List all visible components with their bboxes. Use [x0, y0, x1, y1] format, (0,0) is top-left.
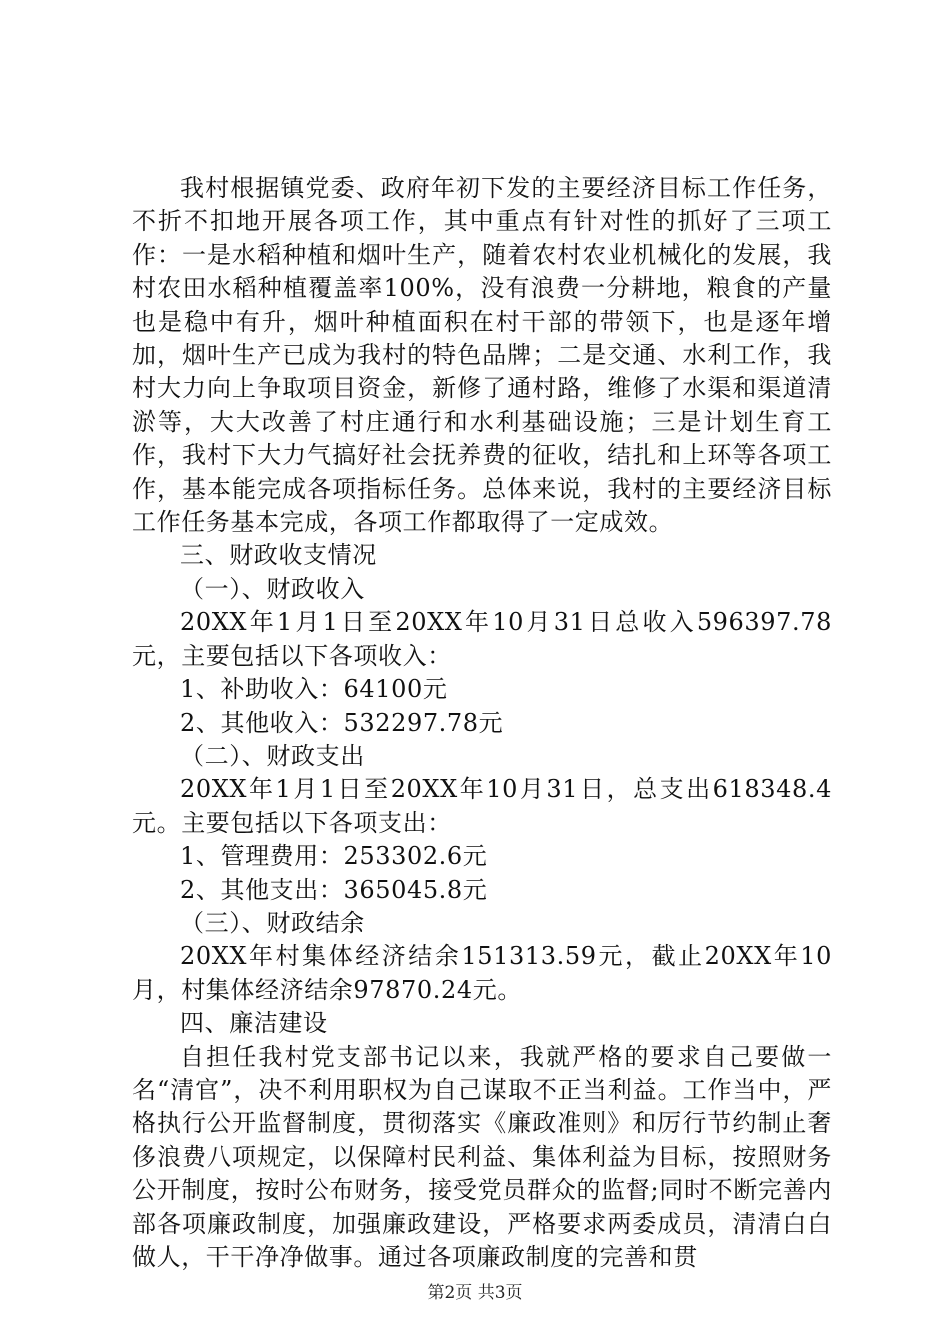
paragraph-balance: 20XX年村集体经济结余151313.59元，截止20XX年10月，村集体经济结余97870.24元。 [132, 942, 832, 1004]
document-body [132, 172, 832, 1274]
list-item-income-subsidy: 1、补助收入：64100元 [180, 675, 448, 704]
page-number-footer: 第2页 共3页 [427, 1283, 523, 1303]
section-heading-integrity: 四、廉洁建设 [180, 1009, 328, 1038]
paragraph-integrity: 自担任我村党支部书记以来，我就严格的要求自己要做一名“清官”，决不利用职权为自己谋取不正当利益。工作当中，严格执行公开监督制度，贯彻落实《廉政准则》和厉行节约制止奢侈浪费八项规定，以保障村民利益、集体利益为目标，按照财务公开制度，按时公布财务，接受党员群众的监督;同时不断完善内部各项廉政制度，加强廉政建设，严格要求两委成员，清清白白做人，干干净净做事。通过各项廉政制度的完善和贯 [132, 1042, 832, 1271]
list-item-expense-management: 1、管理费用：253302.6元 [180, 842, 488, 871]
paragraph-expense-total: 20XX年1月1日至20XX年10月31日，总支出618348.4元。主要包括以下各项支出： [132, 775, 832, 837]
paragraph-income-total: 20XX年1月1日至20XX年10月31日总收入596397.78元，主要包括以下各项收入： [132, 608, 832, 670]
subsection-heading-expense: （二）、财政支出 [180, 741, 365, 770]
subsection-heading-balance: （三）、财政结余 [180, 908, 365, 937]
list-item-income-other: 2、其他收入：532297.78元 [180, 708, 504, 737]
paragraph-economic-targets: 我村根据镇党委、政府年初下发的主要经济目标工作任务，不折不扣地开展各项工作，其中重点有针对性的抓好了三项工作：一是水稻种植和烟叶生产，随着农村农业机械化的发展，我村农田水稻种植覆盖率100%，没有浪费一分耕地，粮食的产量也是稳中有升，烟叶种植面积在村干部的带领下，也是逐年增加，烟叶生产已成为我村的特色品牌；二是交通、水利工作，我村大力向上争取项目资金，新修了通村路，维修了水渠和渠道清淤等，大大改善了村庄通行和水利基础设施；三是计划生育工作，我村下大力气搞好社会抚养费的征收，结扎和上环等各项工作，基本能完成各项指标任务。总体来说，我村的主要经济目标工作任务基本完成，各项工作都取得了一定成效。 [132, 174, 832, 537]
list-item-expense-other: 2、其他支出：365045.8元 [180, 875, 488, 904]
section-heading-finance: 三、财政收支情况 [180, 541, 377, 570]
subsection-heading-income: （一）、财政收入 [180, 574, 365, 603]
